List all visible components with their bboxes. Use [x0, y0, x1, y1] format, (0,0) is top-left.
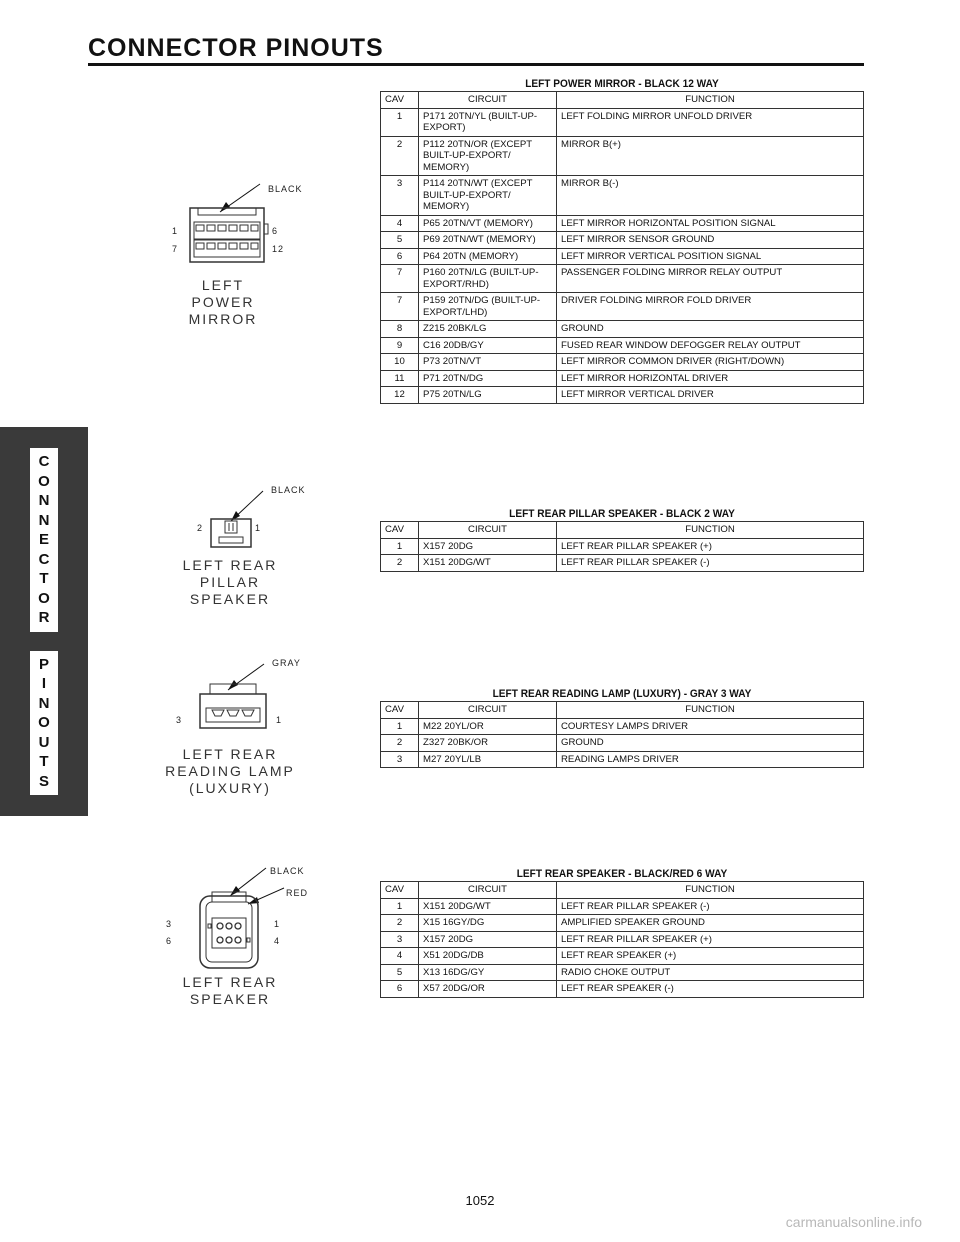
side-tab-letter: O	[38, 589, 50, 607]
circuit-cell: X151 20DG/WT	[419, 898, 557, 915]
table-row	[381, 538, 864, 555]
side-tab-letter: O	[38, 472, 50, 490]
cav-cell: 3	[381, 176, 419, 216]
col-header-cav: CAV	[381, 882, 419, 899]
cav-cell: 3	[381, 751, 419, 768]
function-cell: LEFT REAR PILLAR SPEAKER (-)	[557, 898, 864, 915]
function-cell: READING LAMPS DRIVER	[557, 751, 864, 768]
circuit-cell: Z215 20BK/LG	[419, 321, 557, 338]
circuit-cell: P114 20TN/WT (EXCEPT BUILT-UP-EXPORT/ MEMORY)	[419, 176, 557, 216]
pillar-pin-2-label: 2	[197, 523, 204, 533]
circuit-cell: P160 20TN/LG (BUILT-UP-EXPORT/RHD)	[419, 265, 557, 293]
table-row	[381, 215, 864, 232]
side-tab-letter: O	[38, 714, 50, 731]
circuit-cell: P71 20TN/DG	[419, 370, 557, 387]
cav-cell: 1	[381, 538, 419, 555]
speaker-connector-diagram	[160, 862, 310, 977]
side-tab-word-2	[30, 651, 58, 796]
speaker-pin-3-label: 3	[166, 919, 173, 929]
reading-connector-label: LEFT REAR READING LAMP (LUXURY)	[165, 746, 295, 796]
table-row	[381, 964, 864, 981]
mirror-connector-diagram	[160, 180, 310, 275]
cav-cell: 1	[381, 898, 419, 915]
cav-cell: 5	[381, 232, 419, 249]
function-cell: GROUND	[557, 321, 864, 338]
table-row	[381, 370, 864, 387]
function-cell: RADIO CHOKE OUTPUT	[557, 964, 864, 981]
reading-pin-1-label: 1	[276, 715, 283, 725]
side-tab-letter: S	[38, 772, 49, 790]
reading-pin-3-label: 3	[176, 715, 183, 725]
pillar-pinout-table	[380, 521, 864, 572]
function-cell: FUSED REAR WINDOW DEFOGGER RELAY OUTPUT	[557, 337, 864, 354]
mirror-connector-label: LEFT POWER MIRROR	[188, 277, 258, 327]
function-cell: MIRROR B(-)	[557, 176, 864, 216]
col-header-function: FUNCTION	[557, 702, 864, 719]
function-cell: LEFT MIRROR HORIZONTAL POSITION SIGNAL	[557, 215, 864, 232]
col-header-cav: CAV	[381, 702, 419, 719]
circuit-cell: M27 20YL/LB	[419, 751, 557, 768]
table-row	[381, 354, 864, 371]
cav-cell: 11	[381, 370, 419, 387]
circuit-cell: P159 20TN/DG (BUILT-UP-EXPORT/LHD)	[419, 293, 557, 321]
side-tab-letter: N	[38, 511, 50, 529]
cav-cell: 6	[381, 981, 419, 998]
side-tab-letter: N	[38, 492, 50, 509]
speaker-color-label-black: BLACK	[270, 866, 305, 876]
speaker-pin-6-label: 6	[166, 936, 173, 946]
watermark: carmanualsonline.info	[785, 1214, 922, 1230]
side-tab-letter: C	[38, 550, 50, 568]
table-row	[381, 108, 864, 136]
cav-cell: 8	[381, 321, 419, 338]
mirror-table-title: LEFT POWER MIRROR - BLACK 12 WAY	[525, 78, 719, 90]
col-header-function: FUNCTION	[557, 882, 864, 899]
mirror-pin-6-label: 6	[272, 226, 279, 236]
side-tab	[0, 427, 88, 816]
speaker-pin-4-label: 4	[274, 936, 281, 946]
circuit-cell: P64 20TN (MEMORY)	[419, 248, 557, 265]
function-cell: COURTESY LAMPS DRIVER	[557, 718, 864, 735]
cav-cell: 6	[381, 248, 419, 265]
pillar-color-label: BLACK	[271, 485, 306, 495]
table-row	[381, 265, 864, 293]
mirror-color-label: BLACK	[268, 184, 303, 194]
table-row	[381, 735, 864, 752]
table-row	[381, 337, 864, 354]
cav-cell: 4	[381, 215, 419, 232]
circuit-cell: P171 20TN/YL (BUILT-UP-EXPORT)	[419, 108, 557, 136]
cav-cell: 1	[381, 108, 419, 136]
mirror-pin-12-label: 12	[272, 244, 285, 254]
cav-cell: 9	[381, 337, 419, 354]
cav-cell: 2	[381, 136, 419, 176]
function-cell: AMPLIFIED SPEAKER GROUND	[557, 915, 864, 932]
function-cell: LEFT MIRROR SENSOR GROUND	[557, 232, 864, 249]
table-row	[381, 931, 864, 948]
reading-connector-diagram	[172, 656, 301, 741]
function-cell: LEFT REAR PILLAR SPEAKER (+)	[557, 931, 864, 948]
col-header-function: FUNCTION	[557, 522, 864, 539]
side-tab-letter: P	[38, 655, 49, 673]
cav-cell: 10	[381, 354, 419, 371]
table-row	[381, 898, 864, 915]
table-row	[381, 948, 864, 965]
cav-cell: 7	[381, 265, 419, 293]
function-cell: DRIVER FOLDING MIRROR FOLD DRIVER	[557, 293, 864, 321]
function-cell: LEFT MIRROR COMMON DRIVER (RIGHT/DOWN)	[557, 354, 864, 371]
table-row	[381, 176, 864, 216]
circuit-cell: X51 20DG/DB	[419, 948, 557, 965]
col-header-circuit: CIRCUIT	[419, 92, 557, 109]
function-cell: GROUND	[557, 735, 864, 752]
function-cell: LEFT REAR PILLAR SPEAKER (+)	[557, 538, 864, 555]
circuit-cell: P69 20TN/WT (MEMORY)	[419, 232, 557, 249]
cav-cell: 2	[381, 555, 419, 572]
function-cell: LEFT MIRROR VERTICAL DRIVER	[557, 387, 864, 404]
mirror-pin-1-label: 1	[172, 226, 179, 236]
speaker-table-title: LEFT REAR SPEAKER - BLACK/RED 6 WAY	[516, 868, 728, 880]
header-rule	[88, 63, 864, 66]
function-cell: PASSENGER FOLDING MIRROR RELAY OUTPUT	[557, 265, 864, 293]
pillar-table-title: LEFT REAR PILLAR SPEAKER - BLACK 2 WAY	[509, 508, 735, 520]
side-tab-word-1	[30, 448, 58, 632]
side-tab-letter: I	[41, 675, 47, 692]
circuit-cell: X15 16GY/DG	[419, 915, 557, 932]
table-row	[381, 136, 864, 176]
table-row	[381, 915, 864, 932]
function-cell: LEFT REAR SPEAKER (+)	[557, 948, 864, 965]
function-cell: LEFT REAR PILLAR SPEAKER (-)	[557, 555, 864, 572]
circuit-cell: X13 16DG/GY	[419, 964, 557, 981]
side-tab-letter: T	[39, 753, 49, 770]
speaker-pinout-table	[380, 881, 864, 998]
table-row	[381, 387, 864, 404]
circuit-cell: P65 20TN/VT (MEMORY)	[419, 215, 557, 232]
speaker-connector-label: LEFT REAR SPEAKER	[182, 974, 278, 1007]
cav-cell: 1	[381, 718, 419, 735]
mirror-pinout-table	[380, 91, 864, 404]
side-tab-letter: E	[38, 531, 49, 548]
table-row	[381, 293, 864, 321]
col-header-cav: CAV	[381, 522, 419, 539]
col-header-circuit: CIRCUIT	[419, 882, 557, 899]
circuit-cell: P75 20TN/LG	[419, 387, 557, 404]
page-title: CONNECTOR PINOUTS	[88, 34, 384, 62]
cav-cell: 7	[381, 293, 419, 321]
cav-cell: 3	[381, 931, 419, 948]
col-header-function: FUNCTION	[557, 92, 864, 109]
pillar-pin-1-label: 1	[255, 523, 262, 533]
table-row	[381, 718, 864, 735]
function-cell: LEFT FOLDING MIRROR UNFOLD DRIVER	[557, 108, 864, 136]
circuit-cell: Z327 20BK/OR	[419, 735, 557, 752]
circuit-cell: X157 20DG	[419, 931, 557, 948]
table-row	[381, 232, 864, 249]
function-cell: LEFT MIRROR HORIZONTAL DRIVER	[557, 370, 864, 387]
reading-pinout-table	[380, 701, 864, 768]
table-row	[381, 751, 864, 768]
circuit-cell: P73 20TN/VT	[419, 354, 557, 371]
side-tab-letter: R	[38, 609, 50, 626]
side-tab-letter: T	[39, 570, 49, 587]
circuit-cell: X57 20DG/OR	[419, 981, 557, 998]
side-tab-letter: N	[38, 694, 50, 712]
pillar-connector-label: LEFT REAR PILLAR SPEAKER	[182, 557, 278, 607]
circuit-cell: C16 20DB/GY	[419, 337, 557, 354]
col-header-circuit: CIRCUIT	[419, 522, 557, 539]
table-row	[381, 555, 864, 572]
table-row	[381, 321, 864, 338]
cav-cell: 2	[381, 735, 419, 752]
pillar-connector-diagram	[185, 483, 306, 558]
cav-cell: 5	[381, 964, 419, 981]
function-cell: LEFT MIRROR VERTICAL POSITION SIGNAL	[557, 248, 864, 265]
speaker-color-label-red: RED	[286, 888, 309, 898]
function-cell: MIRROR B(+)	[557, 136, 864, 176]
col-header-cav: CAV	[381, 92, 419, 109]
circuit-cell: M22 20YL/OR	[419, 718, 557, 735]
reading-color-label: GRAY	[272, 658, 301, 668]
mirror-pin-7-label: 7	[172, 244, 179, 254]
function-cell: LEFT REAR SPEAKER (-)	[557, 981, 864, 998]
page-number: 1052	[465, 1193, 495, 1208]
reading-table-title: LEFT REAR READING LAMP (LUXURY) - GRAY 3 WAY	[492, 688, 752, 700]
circuit-cell: X151 20DG/WT	[419, 555, 557, 572]
circuit-cell: P112 20TN/OR (EXCEPT BUILT-UP-EXPORT/ MEMORY)	[419, 136, 557, 176]
side-tab-letter: U	[38, 733, 50, 751]
cav-cell: 4	[381, 948, 419, 965]
side-tab-letter: C	[38, 453, 50, 470]
cav-cell: 12	[381, 387, 419, 404]
circuit-cell: X157 20DG	[419, 538, 557, 555]
cav-cell: 2	[381, 915, 419, 932]
table-row	[381, 981, 864, 998]
speaker-pin-1-label: 1	[274, 919, 281, 929]
table-row	[381, 248, 864, 265]
col-header-circuit: CIRCUIT	[419, 702, 557, 719]
